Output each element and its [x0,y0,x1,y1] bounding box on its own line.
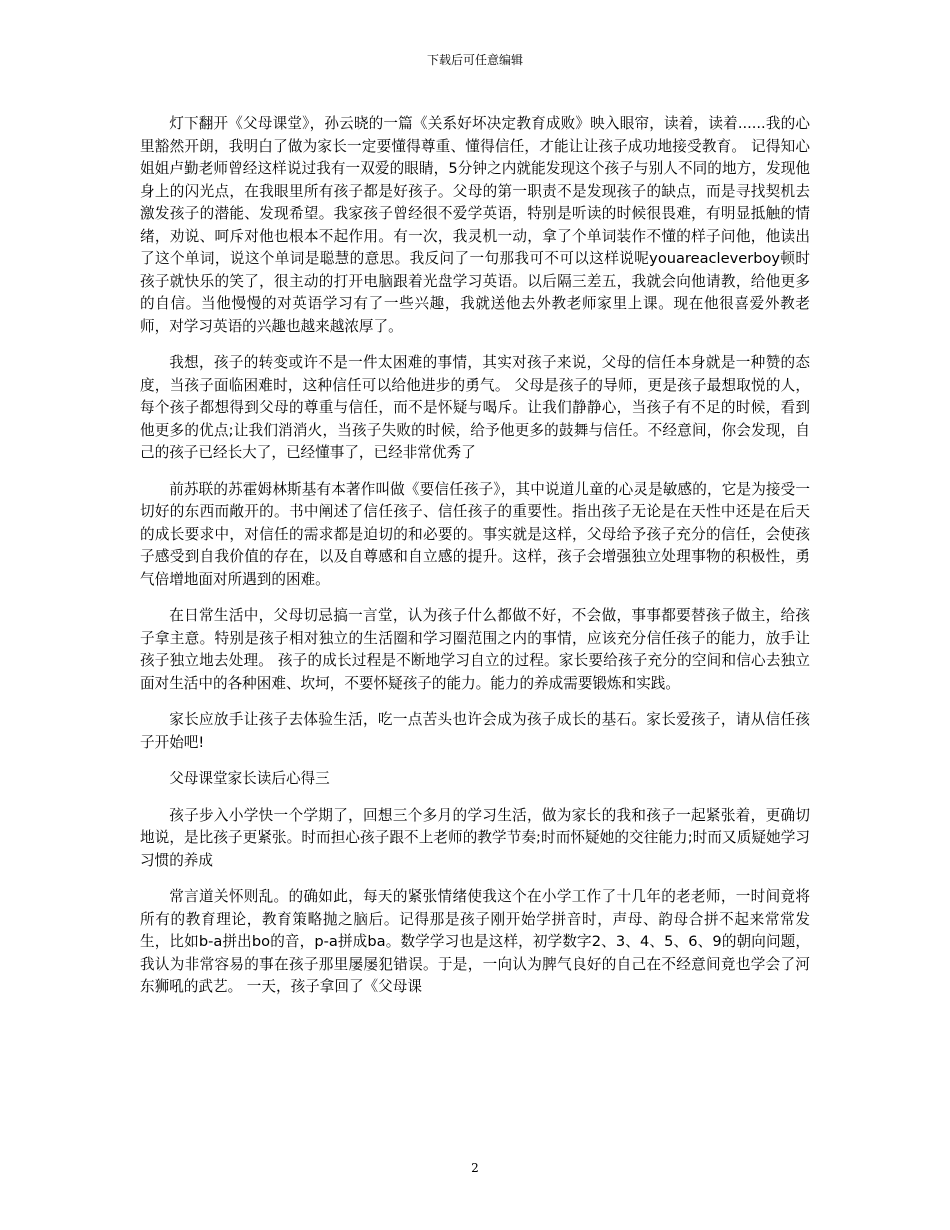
paragraph: 孩子步入小学快一个学期了，回想三个多月的学习生活，做为家长的我和孩子一起紧张着，更确切地说，是比孩子更紧张。时而担心孩子跟不上老师的教学节奏;时而怀疑她的交往能力;时而又质疑她学习习惯的养成 [140,806,810,869]
document-body [140,113,810,1013]
page-number: 2 [471,1161,479,1175]
paragraph: 家长应放手让孩子去体验生活，吃一点苦头也许会成为孩子成长的基石。家长爱孩子，请从信任孩子开始吧! [140,711,810,751]
paragraph: 灯下翻开《父母课堂》，孙云晓的一篇《关系好坏决定教育成败》映入眼帘，读着，读着......我的心里豁然开朗，我明白了做为家长一定要懂得尊重、懂得信任，才能让让孩子成功地接受教育。 记得知心姐姐卢勤老师曾经这样说过我有一双爱的眼睛，5分钟之内就能发现这个孩子与别人不同的地方，发现他身上的闪光点，在我眼里所有孩子都是好孩子。父母的第一职责不是发现孩子的缺点，而是寻找契机去激发孩子的潜能、发现希望。我家孩子曾经很不爱学英语，特别是听读的时候很畏难，有明显抵触的情绪，劝说、呵斥对他也根本不起作用。有一次，我灵机一动，拿了个单词装作不懂的样子问他，他读出了这个单词，说这个单词是聪慧的意思。我反问了一句那我可不可以这样说呢youareacleverboy顿时孩子就快乐的笑了，很主动的打开电脑跟着光盘学习英语。以后隔三差五，我就会向他请教，给他更多的自信。当他慢慢的对英语学习有了一些兴趣，我就送他去外教老师家里上课。现在他很喜爱外教老师，对学习英语的兴趣也越来越浓厚了。 [140,115,810,335]
paragraph: 常言道关怀则乱。的确如此，每天的紧张情绪使我这个在小学工作了十几年的老老师，一时间竟将所有的教育理论，教育策略抛之脑后。记得那是孩子刚开始学拼音时，声母、韵母合拼不起来常常发生，比如b-a拼出bo的音，p-a拼成ba。数学学习也是这样，初学数字2、3、4、5、6、9的朝向问题，我认为非常容易的事在孩子那里屡屡犯错误。于是，一向认为脾气良好的自己在不经意间竟也学会了河东狮吼的武艺。 一天，孩子拿回了《父母课 [140,888,810,995]
paragraph: 前苏联的苏霍姆林斯基有本著作叫做《要信任孩子》，其中说道儿童的心灵是敏感的，它是为接受一切好的东西而敞开的。书中阐述了信任孩子、信任孩子的重要性。指出孩子无论是在天性中还是在后天的成长要求中，对信任的需求都是迫切的和必要的。事实就是这样，父母给予孩子充分的信任，会使孩子感受到自我价值的存在，以及自尊感和自立感的提升。这样，孩子会增强独立处理事物的积极性，勇气倍增地面对所遇到的困难。 [140,480,810,588]
page-header: 下载后可任意编辑 [426,53,523,67]
paragraph: 我想，孩子的转变或许不是一件太困难的事情，其实对孩子来说，父母的信任本身就是一种赞的态度，当孩子面临困难时，这种信任可以给他进步的勇气。 父母是孩子的导师，更是孩子最想取悦的人，每个孩子都想得到父母的尊重与信任，而不是怀疑与喝斥。让我们静静心，当孩子有不足的时候，看到他更多的优点;让我们消消火，当孩子失败的时候，给予他更多的鼓舞与信任。不经意间，你会发现，自己的孩子已经长大了，已经懂事了，已经非常优秀了 [140,354,810,461]
section-heading: 父母课堂家长读后心得三 [169,770,330,787]
paragraph: 在日常生活中，父母切忌搞一言堂，认为孩子什么都做不好，不会做，事事都要替孩子做主，给孩子拿主意。特别是孩子相对独立的生活圈和学习圈范围之内的事情，应该充分信任孩子的能力，放手让孩子独立地去处理。 孩子的成长过程是不断地学习自立的过程。家长要给孩子充分的空间和信心去独立面对生活中的各种困难、坎坷，不要怀疑孩子的能力。能力的养成需要锻炼和实践。 [140,607,810,692]
